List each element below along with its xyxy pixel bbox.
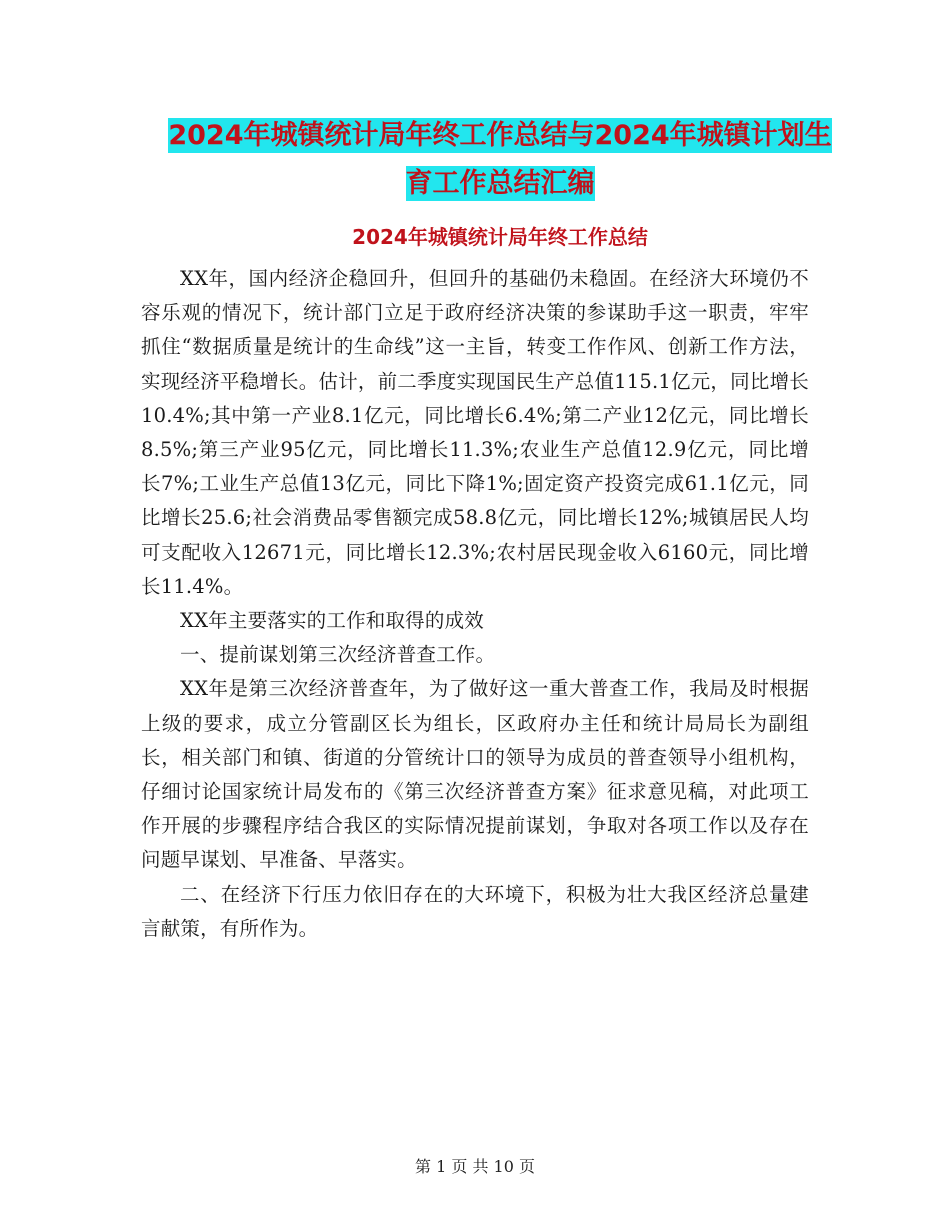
document-title-line-2: 育工作总结汇编 bbox=[405, 168, 595, 199]
section-title: 2024年城镇统计局年终工作总结 bbox=[352, 225, 648, 249]
document-title-line-1: 2024年城镇统计局年终工作总结与2024年城镇计划生 bbox=[168, 120, 832, 151]
page-number-footer: 第 1 页 共 10 页 bbox=[415, 1157, 535, 1176]
paragraph-item-1-heading: 一、提前谋划第三次经济普查工作。 bbox=[180, 643, 496, 667]
document-title bbox=[140, 112, 860, 208]
paragraph-economic-overview: XX年，国内经济企稳回升，但回升的基础仍未稳固。在经济大环境仍不容乐观的情况下，统计部门立足于政府经济决策的参谋助手这一职责，牢牢抓住“数据质量是统计的生命线”这一主旨，转变工作作风、创新工作方法，实现经济平稳增长。估计，前二季度实现国民生产总值115.1亿元，同比增长10.4%;其中第一产业8.1亿元，同比增长6.4%;第二产业12亿元，同比增长8.5%;第三产业95亿元，同比增长11.3%;农业生产总值12.9亿元，同比增长7%;工业生产总值13亿元，同比下降1%;固定资产投资完成61.1亿元，同比增长25.6;社会消费品零售额完成58.8亿元，同比增长12%;城镇居民人均可支配收入12671元，同比增长12.3%;农村居民现金收入6160元，同比增长11.4%。 bbox=[141, 267, 809, 598]
paragraph-key-work-heading: XX年主要落实的工作和取得的成效 bbox=[180, 609, 484, 633]
paragraph-item-2-heading: 二、在经济下行压力依旧存在的大环境下，积极为壮大我区经济总量建言献策，有所作为。 bbox=[141, 882, 809, 940]
paragraph-census-work: XX年是第三次经济普查年，为了做好这一重大普查工作，我局及时根据上级的要求，成立分管副区长为组长，区政府办主任和统计局局长为副组长，相关部门和镇、街道的分管统计口的领导为成员的普查领导小组机构，仔细讨论国家统计局发布的《第三次经济普查方案》征求意见稿，对此项工作开展的步骤程序结合我区的实际情况提前谋划，争取对各项工作以及存在问题早谋划、早准备、早落实。 bbox=[141, 677, 809, 872]
document-body bbox=[141, 262, 809, 946]
